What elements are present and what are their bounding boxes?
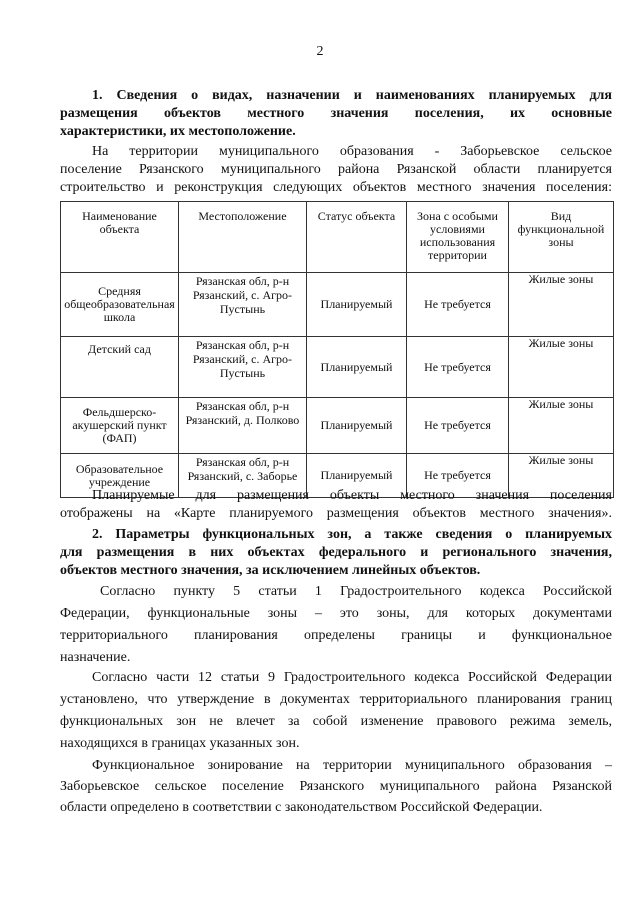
section1-heading-line: размещения объектов местного значения поселения, их основные — [60, 106, 612, 121]
cell-object-name: Средняя общеобразовательная школа — [61, 273, 179, 337]
section2-heading-line: объектов местного значения, за исключением линейных объектов. — [60, 563, 481, 578]
cell-functional-zone: Жилые зоны — [509, 273, 614, 337]
section1-heading-line: 1. Сведения о видах, назначении и наименованиях планируемых для — [92, 88, 612, 103]
cell-location: Рязанская обл, р-н Рязанский, д. Полково — [179, 398, 307, 454]
header-location: Местоположение — [179, 202, 307, 273]
header-object-name: Наименование объекта — [61, 202, 179, 273]
table-header-row — [61, 202, 614, 273]
section1-heading-line: характеристики, их местоположение. — [60, 124, 296, 139]
table-row — [61, 398, 614, 454]
cell-functional-zone: Жилые зоны — [509, 398, 614, 454]
cell-status: Планируемый — [307, 273, 407, 337]
paragraph-line: находящихся в границах указанных зон. — [60, 736, 300, 751]
paragraph-line: Федерации, функциональные зоны – это зоны, для которых документами — [60, 606, 612, 621]
section2-heading-line: для размещения в них объектах федерального и регионального значения, — [60, 545, 612, 560]
paragraph-line: установлено, что утверждение в документах территориального планирования границ — [60, 692, 612, 707]
cell-functional-zone: Жилые зоны — [509, 337, 614, 398]
paragraph-line: функциональных зон не влечет за собой изменение правового режима земель, — [60, 714, 612, 729]
cell-special-zone: Не требуется — [407, 273, 509, 337]
paragraph-line: Планируемые для размещения объекты местного значения поселения — [92, 488, 612, 503]
table-row — [61, 337, 614, 398]
cell-status: Планируемый — [307, 337, 407, 398]
cell-object-name: Образовательное учреждение — [61, 454, 179, 498]
cell-special-zone: Не требуется — [407, 454, 509, 498]
header-status: Статус объекта — [307, 202, 407, 273]
paragraph-line: Функциональное зонирование на территории муниципального образования – — [92, 758, 612, 773]
page-number: 2 — [316, 44, 324, 59]
cell-object-name: Детский сад — [61, 337, 179, 398]
section2-heading-line: 2. Параметры функциональных зон, а также сведения о планируемых — [92, 527, 612, 542]
paragraph-line: Согласно части 12 статьи 9 Градостроительного кодекса Российской Федерации — [92, 670, 612, 685]
paragraph-line: назначение. — [60, 650, 131, 665]
cell-special-zone: Не требуется — [407, 337, 509, 398]
cell-status: Планируемый — [307, 398, 407, 454]
header-functional-zone: Вид функциональной зоны — [509, 202, 614, 273]
header-special-zone: Зона с особыми условиями использования территории — [407, 202, 509, 273]
paragraph-line: территориального планирования определены границы и функциональное — [60, 628, 612, 643]
paragraph-line: Заборьевское сельское поселение Рязанского муниципального района Рязанской — [60, 779, 612, 794]
cell-location: Рязанская обл, р-н Рязанский, с. Заборье — [179, 454, 307, 498]
intro-line: поселение Рязанского муниципального района Рязанской области планируется — [60, 162, 612, 177]
table-row — [61, 273, 614, 337]
cell-functional-zone: Жилые зоны — [509, 454, 614, 498]
cell-location: Рязанская обл, р-н Рязанский, с. Агро-Пустынь — [179, 273, 307, 337]
paragraph-line: отображены на «Карте планируемого размещения объектов местного значения». — [60, 506, 612, 521]
intro-line: строительство и реконструкция следующих объектов местного значения поселения: — [60, 180, 612, 195]
paragraph-line: области определено в соответствии с законодательством Российской Федерации. — [60, 800, 543, 815]
cell-special-zone: Не требуется — [407, 398, 509, 454]
intro-line: На территории муниципального образования - Заборьевское сельское — [92, 144, 612, 159]
paragraph-line: Согласно пункту 5 статьи 1 Градостроительного кодекса Российской — [100, 584, 612, 599]
cell-object-name: Фельдшерско-акушерский пункт (ФАП) — [61, 398, 179, 454]
planned-objects-table — [60, 201, 614, 498]
cell-location: Рязанская обл, р-н Рязанский, с. Агро-Пустынь — [179, 337, 307, 398]
cell-status: Планируемый — [307, 454, 407, 498]
